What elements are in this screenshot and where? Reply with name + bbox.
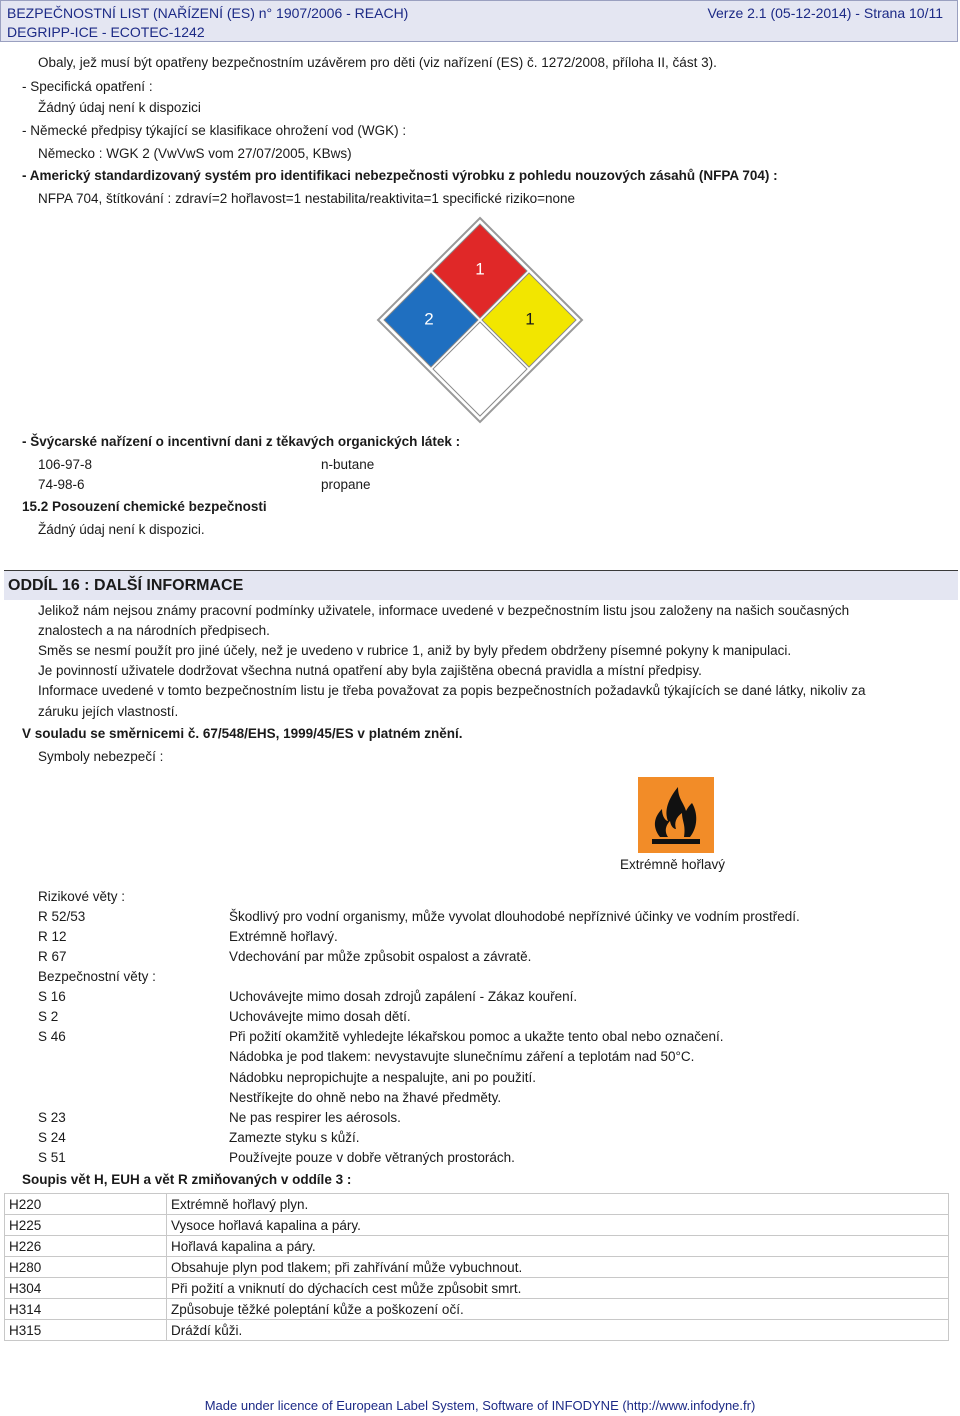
nfpa-heading: - Americký standardizovaný systém pro identifikaci nebezpečnosti výrobku z pohledu nouzových zásahů (NFPA 704) : [22,168,778,183]
risk-phrase-code: R 12 [38,929,67,944]
chemical-safety-heading: 15.2 Posouzení chemické bezpečnosti [22,499,267,514]
info-paragraph: Informace uvedené v tomto bezpečnostním listu je třeba považovat za popis bezpečnostních požadavků týkajících se dané látky, nikoliv za [38,683,866,698]
info-paragraph: Je povinností uživatele dodržovat všechna nutná opatření aby byla zajištěna obecná pravidla a místní předpisy. [38,663,702,678]
risk-phrase-text: Škodlivý pro vodní organismy, může vyvolat dlouhodobé nepříznivé účinky ve vodním prostředí. [229,909,800,924]
safety-phrase-text: Ne pas respirer les aérosols. [229,1110,401,1125]
specific-measures-text: Žádný údaj není k dispozici [38,100,201,115]
risk-phrase-code: R 67 [38,949,67,964]
info-paragraph: znalostech a na národních předpisech. [38,623,270,638]
table-row [5,1320,949,1341]
safety-phrase-text: Uchovávejte mimo dosah dětí. [229,1009,411,1024]
safety-phrase-code: S 24 [38,1130,66,1145]
document-title: BEZPEČNOSTNÍ LIST (NAŘÍZENÍ (ES) n° 1907/2006 - REACH) [7,5,409,21]
risk-phrase-code: R 52/53 [38,909,86,924]
nfpa-text: NFPA 704, štítkování : zdraví=2 hořlavost=1 nestabilita/reaktivita=1 specifické riziko=none [38,191,576,206]
info-paragraph: Jelikož nám nejsou známy pracovní podmínky uživatele, informace uvedené v bezpečnostním listu jsou založeny na našich současných [38,603,850,618]
safety-phrase-code: S 46 [38,1029,66,1044]
h-text: Obsahuje plyn pod tlakem; při zahřívání může vybuchnout. [167,1257,949,1278]
safety-phrase-text: Při požití okamžitě vyhledejte lékařskou pomoc a ukažte tento obal nebo označení. [229,1029,724,1044]
hazard-symbols-label: Symboly nebezpečí : [38,749,164,764]
directive-heading: V souladu se směrnicemi č. 67/548/EHS, 1999/45/ES v platném znění. [22,726,463,741]
safety-phrase-text: Nádobka je pod tlakem: nevystavujte slunečnímu záření a teplotám nad 50°C. [229,1049,695,1064]
health-value: 2 [424,309,434,329]
safety-phrase-code: S 2 [38,1009,59,1024]
version-page: Verze 2.1 (05-12-2014) - Strana 10/11 [707,5,943,21]
safety-phrase-code: S 23 [38,1110,66,1125]
swiss-substance: n-butane [321,457,375,472]
h-phrases-heading: Soupis vět H, EUH a vět R zmiňovaných v oddíle 3 : [22,1172,352,1187]
risk-phrase-text: Vdechování par může způsobit ospalost a závratě. [229,949,532,964]
risk-phrase-text: Extrémně hořlavý. [229,929,338,944]
h-code: H315 [5,1320,167,1341]
table-row [5,1236,949,1257]
table-row [5,1299,949,1320]
safety-phrase-text: Uchovávejte mimo dosah zdrojů zapálení - Zákaz kouření. [229,989,578,1004]
section-16-header [4,570,958,600]
safety-phrase-text: Nestříkejte do ohně nebo na žhavé předměty. [229,1090,502,1105]
flame-icon [638,777,714,853]
h-text: Při požití a vniknutí do dýchacích cest může způsobit smrt. [167,1278,949,1299]
h-code: H226 [5,1236,167,1257]
risk-phrases-label: Rizikové věty : [38,889,126,904]
table-row [5,1278,949,1299]
packaging-note: Obaly, jež musí být opatřeny bezpečnostním uzávěrem pro děti (viz nařízení (ES) č. 1272/2008, příloha II, část 3). [38,55,717,70]
instability-value: 1 [525,309,535,329]
flammability-value: 1 [475,259,485,279]
h-code: H314 [5,1299,167,1320]
h-code: H220 [5,1194,167,1215]
h-code: H225 [5,1215,167,1236]
specific-measures-heading: - Specifická opatření : [22,79,153,94]
footer-credit: Made under licence of European Label System, Software of INFODYNE (http://www.infodyne.fr) [204,1398,756,1413]
table-row [5,1194,949,1215]
h-text: Hořlavá kapalina a páry. [167,1236,949,1257]
safety-phrases-label: Bezpečnostní věty : [38,969,156,984]
safety-phrase-code: S 51 [38,1150,66,1165]
safety-phrase-text: Nádobku nepropichujte a nespalujte, ani po použití. [229,1070,536,1085]
info-paragraph: Směs se nesmí použít pro jiné účely, než je uvedeno v rubrice 1, aniž by byly předem obdrženy písemné pokyny k manipulaci. [38,643,792,658]
chemical-safety-text: Žádný údaj není k dispozici. [38,522,205,537]
page-header [0,0,958,42]
h-text: Způsobuje těžké poleptání kůže a poškození očí. [167,1299,949,1320]
safety-phrase-code: S 16 [38,989,66,1004]
swiss-cas: 74-98-6 [38,477,85,492]
h-phrases-table [4,1193,949,1341]
swiss-cas: 106-97-8 [38,457,93,472]
swiss-substance: propane [321,477,371,492]
h-code: H280 [5,1257,167,1278]
h-text: Dráždí kůži. [167,1320,949,1341]
table-row [5,1257,949,1278]
info-paragraph: záruku jejích vlastností. [38,704,179,719]
wgk-heading: - Německé předpisy týkající se klasifikace ohrožení vod (WGK) : [22,123,407,138]
table-row [5,1215,949,1236]
product-name: DEGRIPP-ICE - ECOTEC-1242 [7,24,205,40]
wgk-text: Německo : WGK 2 (VwVwS vom 27/07/2005, KBws) [38,146,352,161]
h-text: Extrémně hořlavý plyn. [167,1194,949,1215]
swiss-voc-heading: - Švýcarské nařízení o incentivní dani z těkavých organických látek : [22,434,461,449]
safety-phrase-text: Používejte pouze v dobře větraných prostorách. [229,1150,515,1165]
h-code: H304 [5,1278,167,1299]
h-text: Vysoce hořlavá kapalina a páry. [167,1215,949,1236]
nfpa-diamond [375,215,585,425]
section-16-title: ODDÍL 16 : DALŠÍ INFORMACE [8,577,244,594]
hazard-symbol-caption: Extrémně hořlavý [620,857,726,872]
safety-phrase-text: Zamezte styku s kůží. [229,1130,360,1145]
